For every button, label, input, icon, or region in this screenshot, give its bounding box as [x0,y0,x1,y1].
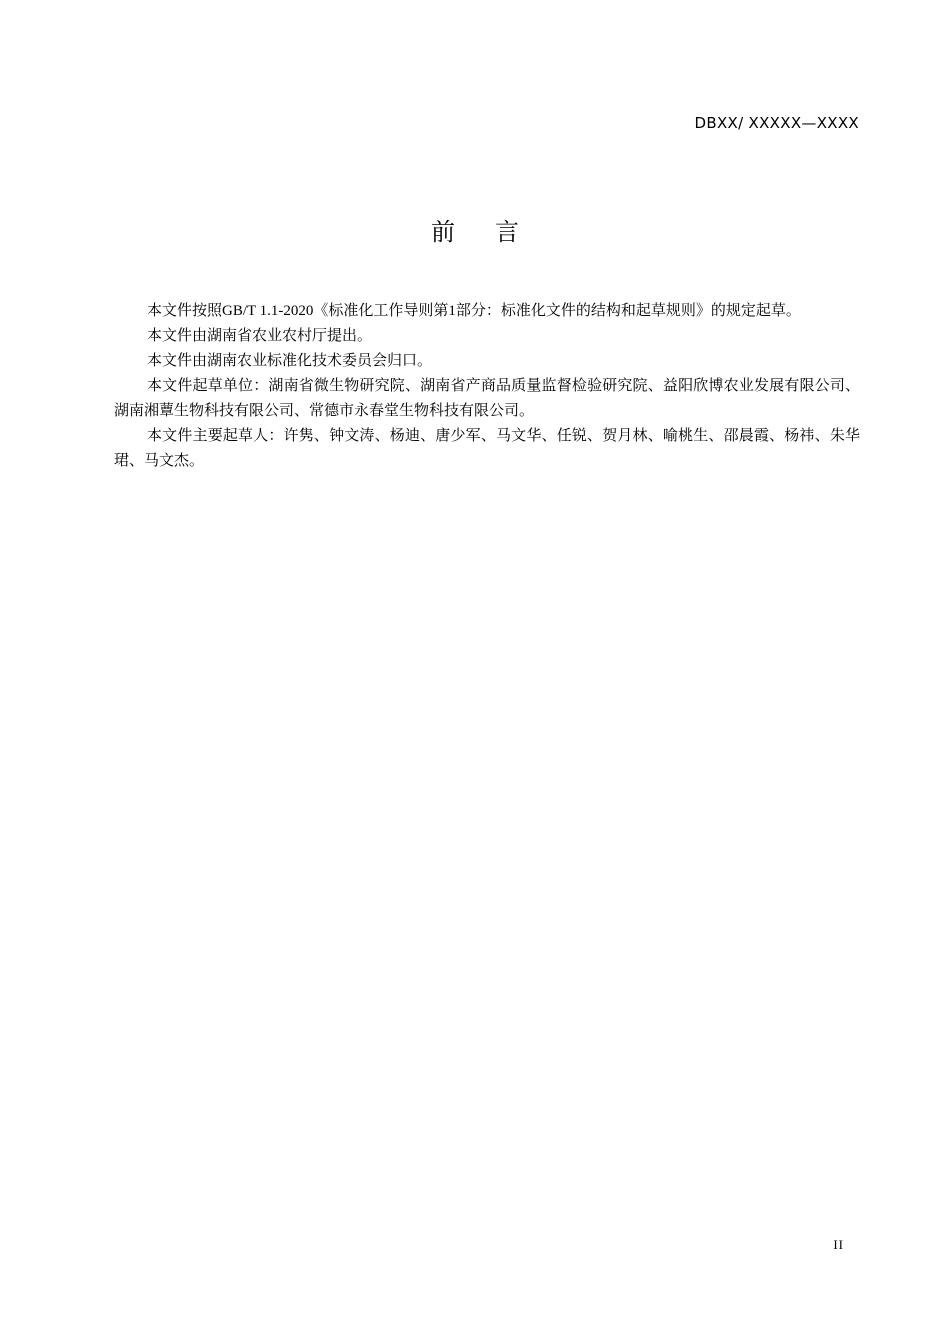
paragraph-drafting-units: 本文件起草单位：湖南省微生物研究院、湖南省产商品质量监督检验研究院、益阳欣博农业发展有限公司、湖南湘蕈生物科技有限公司、常德市永春堂生物科技有限公司。 [114,378,860,419]
paragraph-proposer: 本文件由湖南省农业农村厅提出。 [147,328,373,344]
paragraph-centralized-unit: 本文件由湖南农业标准化技术委员会归口。 [147,353,433,369]
paragraph-drafters: 本文件主要起草人：许隽、钟文涛、杨迪、唐少军、马文华、任锐、贺月林、喻桃生、邵晨霞、杨祎、朱华珺、马文杰。 [114,428,860,469]
paragraph-drafting-basis: 本文件按照GB/T 1.1-2020《标准化工作导则第1部分：标准化文件的结构和起草规则》的规定起草。 [147,303,801,319]
page-title: 前言 [431,218,559,246]
page-number: II [833,1237,844,1252]
standard-code: DBXX/ XXXXX—XXXX [694,114,859,132]
foreword-body [114,299,860,474]
